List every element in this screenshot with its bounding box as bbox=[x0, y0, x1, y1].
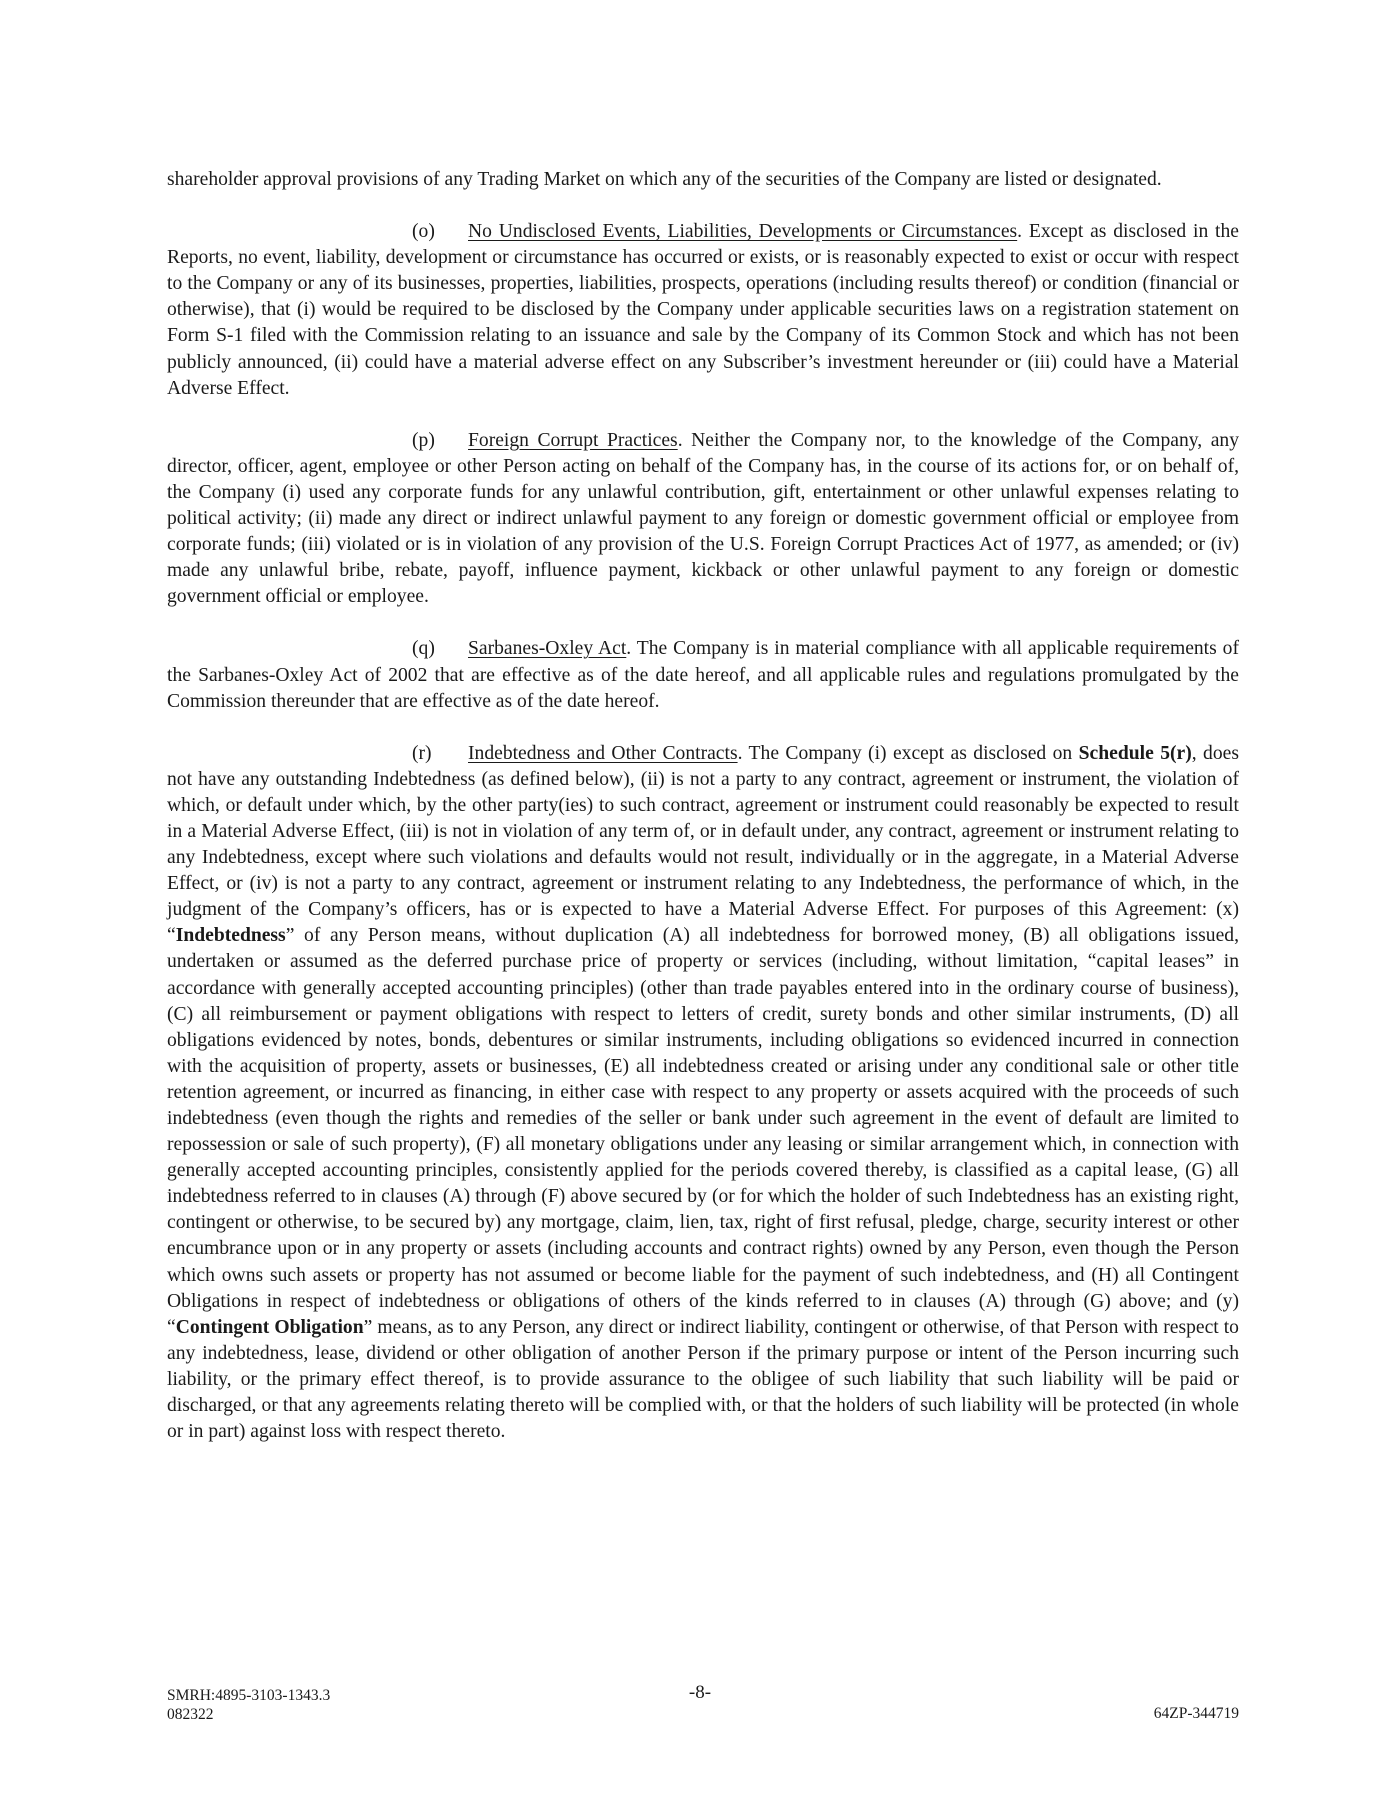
footer-doc-id: SMRH:4895-3103-1343.3 bbox=[167, 1687, 331, 1704]
section-heading: No Undisclosed Events, Liabilities, Developments or Circumstances bbox=[468, 221, 1018, 243]
intro-paragraph: shareholder approval provisions of any Trading Market on which any of the securities of the Company are listed or designated. bbox=[167, 169, 1162, 190]
footer-doc-info bbox=[167, 1686, 330, 1724]
section-heading: Foreign Corrupt Practices bbox=[468, 429, 678, 451]
section-number: (p) bbox=[412, 429, 435, 451]
section-heading: Indebtedness and Other Contracts bbox=[468, 742, 738, 764]
defined-term-contingent-obligation: Contingent Obligation bbox=[175, 1316, 364, 1338]
footer-right-code: 64ZP-344719 bbox=[1153, 1705, 1239, 1722]
section-body: . Neither the Company nor, to the knowledge of the Company, any director, officer, agent, employee or other Person acting on behalf of the Company has, in the course of its actions for, or on behalf of, the Company (i) used any corporate funds for any unlawful contribution, gift, entertainment or other unlawful expenses relating to political activity; (ii) made any direct or indirect unlawful payment to any foreign or domestic government official or employee from corporate funds; (iii) violated or is in violation of any provision of the U.S. Foreign Corrupt Practices Act of 1977, as amended; or (iv) made any unlawful bribe, rebate, payoff, influence payment, kickback or other unlawful payment to any foreign or domestic government official or employee. bbox=[167, 429, 1239, 608]
section-r-paragraph bbox=[167, 741, 1239, 1446]
section-heading: Sarbanes-Oxley Act bbox=[468, 638, 627, 660]
section-p-paragraph bbox=[167, 428, 1239, 611]
schedule-reference: Schedule 5(r) bbox=[1078, 742, 1192, 764]
section-o-paragraph bbox=[167, 219, 1239, 402]
section-number: (q) bbox=[412, 638, 435, 660]
page-number: -8- bbox=[688, 1682, 712, 1703]
footer-date-code: 082322 bbox=[167, 1706, 214, 1723]
section-q-paragraph bbox=[167, 636, 1239, 714]
defined-term-indebtedness: Indebtedness bbox=[175, 925, 286, 947]
section-body-part: . The Company (i) except as disclosed on bbox=[737, 742, 1079, 764]
document-body bbox=[167, 167, 1239, 1471]
section-number: (r) bbox=[412, 742, 432, 764]
section-body-part: ” of any Person means, without duplication (A) all indebtedness for borrowed money, (B) all obligations issued, undertaken or assumed as the deferred purchase price of property or services (including, without limitation, “capital leases” in accordance with generally accepted accounting principles) (other than trade payables entered into in the ordinary course of business), (C) all reimbursement or payment obligations with respect to letters of credit, surety bonds and other similar instruments, (D) all obligations evidenced by notes, bonds, debentures or similar instruments, including obligations so evidenced incurred in connection with the acquisition of property, assets or businesses, (E) all indebtedness created or arising under any conditional sale or other title retention agreement, or incurred as financing, in either case with respect to any property or assets acquired with the proceeds of such indebtedness (even though the rights and remedies of the seller or bank under such agreement in the event of default are limited to repossession or sale of such property), (F) all monetary obligations under any leasing or similar arrangement which, in connection with generally accepted accounting principles, consistently applied for the periods covered thereby, is classified as a capital lease, (G) all indebtedness referred to in clauses (A) through (F) above secured by (or for which the holder of such Indebtedness has an existing right, contingent or otherwise, to be secured by) any mortgage, claim, lien, tax, right of first refusal, pledge, charge, security interest or other encumbrance upon or in any property or assets (including accounts and contract rights) owned by any Person, even though the Person which owns such assets or property has not assumed or become liable for the payment of such indebtedness, and (H) all Contingent Obligations in respect of indebtedness or obligations of others of the kinds referred to in clauses (A) through (G) above; and (y) “ bbox=[167, 925, 1239, 1338]
section-body-part: , does not have any outstanding Indebtedness (as defined below), (ii) is not a party to any contract, agreement or instrument, the violation of which, or default under which, by the other party(ies) to such contract, agreement or instrument could reasonably be expected to result in a Material Adverse Effect, (iii) is not in violation of any term of, or in default under, any contract, agreement or instrument relating to any Indebtedness, except where such violations and defaults would not result, individually or in the aggregate, in a Material Adverse Effect, or (iv) is not a party to any contract, agreement or instrument relating to any Indebtedness, the performance of which, in the judgment of the Company’s officers, has or is expected to have a Material Adverse Effect. For purposes of this Agreement: (x) “ bbox=[167, 742, 1239, 947]
section-body: . The Company is in material compliance with all applicable requirements of the Sarbanes-Oxley Act of 2002 that are effective as of the date hereof, and all applicable rules and regulations promulgated by the Commission thereunder that are effective as of the date hereof. bbox=[167, 638, 1239, 712]
section-body: . Except as disclosed in the Reports, no event, liability, development or circumstance has occurred or exists, or is reasonably expected to exist or occur with respect to the Company or any of its businesses, properties, liabilities, prospects, operations (including results thereof) or condition (financial or otherwise), that (i) would be required to be disclosed by the Company under applicable securities laws on a registration statement on Form S-1 filed with the Commission relating to an issuance and sale by the Company of its Common Stock and which has not been publicly announced, (ii) could have a material adverse effect on any Subscriber’s investment hereunder or (iii) could have a Material Adverse Effect. bbox=[167, 221, 1239, 399]
section-body-part: ” means, as to any Person, any direct or indirect liability, contingent or otherwise, of that Person with respect to any indebtedness, lease, dividend or other obligation of another Person if the primary purpose or intent of the Person incurring such liability, or the primary effect thereof, is to provide assurance to the obligee of such liability that such liability will be paid or discharged, or that any agreements relating thereto will be complied with, or that the holders of such liability will be protected (in whole or in part) against loss with respect thereto. bbox=[167, 1316, 1239, 1443]
section-number: (o) bbox=[412, 221, 435, 243]
